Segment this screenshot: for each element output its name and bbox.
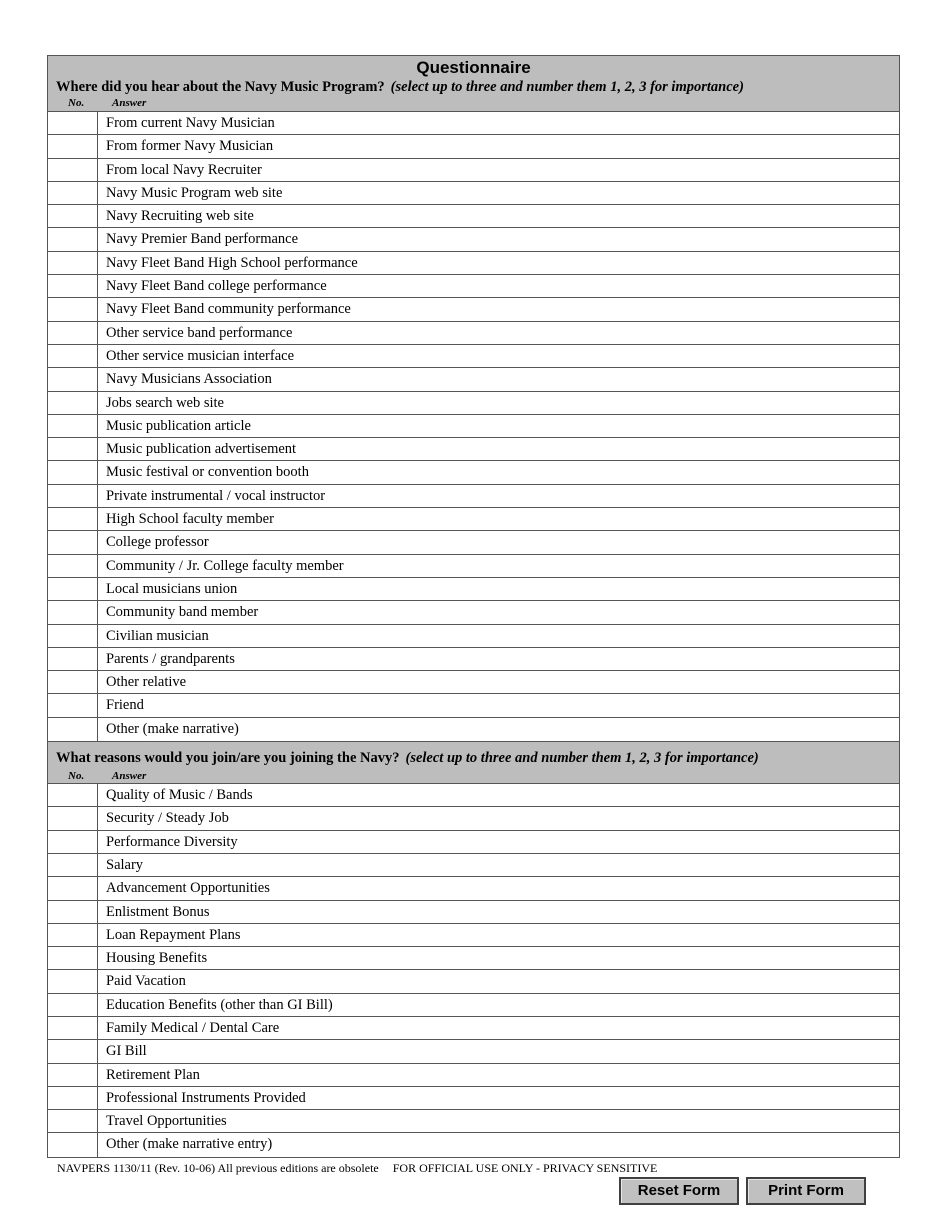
rank-number-field[interactable] — [48, 877, 98, 899]
rank-number-field[interactable] — [48, 205, 98, 227]
table-row — [48, 807, 899, 830]
answer-label: From former Navy Musician — [106, 138, 274, 155]
rank-number-field[interactable] — [48, 648, 98, 670]
answer-label: Navy Fleet Band college performance — [106, 278, 327, 295]
answer-label: Other (make narrative entry) — [106, 1136, 273, 1153]
answer-label: Security / Steady Job — [106, 810, 229, 827]
table-row — [48, 901, 899, 924]
rank-number-field[interactable] — [48, 252, 98, 274]
answer-label: Community band member — [106, 604, 259, 621]
answer-label: Local musicians union — [106, 580, 238, 597]
rank-number-field[interactable] — [48, 461, 98, 483]
section-1-header — [48, 56, 899, 112]
answer-label: Navy Premier Band performance — [106, 231, 299, 248]
answer-label: Travel Opportunities — [106, 1113, 227, 1130]
rank-number-field[interactable] — [48, 854, 98, 876]
section-1-rows — [48, 112, 899, 741]
answer-label: From current Navy Musician — [106, 115, 275, 131]
answer-label: Music publication article — [106, 417, 251, 434]
rank-number-field[interactable] — [48, 807, 98, 829]
answer-label: Family Medical / Dental Care — [106, 1019, 280, 1036]
table-row — [48, 1017, 899, 1040]
rank-number-field[interactable] — [48, 555, 98, 577]
rank-number-field[interactable] — [48, 322, 98, 344]
rank-number-field[interactable] — [48, 578, 98, 600]
table-row — [48, 322, 899, 345]
table-row — [48, 1110, 899, 1133]
rank-number-field[interactable] — [48, 275, 98, 297]
rank-number-field[interactable] — [48, 345, 98, 367]
table-row — [48, 994, 899, 1017]
table-row — [48, 205, 899, 228]
table-row — [48, 648, 899, 671]
table-row — [48, 135, 899, 158]
rank-number-field[interactable] — [48, 368, 98, 390]
answer-label: Friend — [106, 697, 144, 714]
rank-number-field[interactable] — [48, 1040, 98, 1062]
table-row — [48, 228, 899, 251]
table-row — [48, 625, 899, 648]
rank-number-field[interactable] — [48, 901, 98, 923]
answer-label: Education Benefits (other than GI Bill) — [106, 996, 333, 1013]
table-row — [48, 392, 899, 415]
table-row — [48, 601, 899, 624]
footer-privacy-notice: FOR OFFICIAL USE ONLY - PRIVACY SENSITIVE — [392, 1161, 658, 1175]
answer-label: College professor — [106, 534, 209, 551]
table-row — [48, 438, 899, 461]
answer-label: Retirement Plan — [106, 1066, 200, 1083]
rank-number-field[interactable] — [48, 1133, 98, 1156]
rank-number-field[interactable] — [48, 671, 98, 693]
rank-number-field[interactable] — [48, 438, 98, 460]
answer-label: Enlistment Bonus — [106, 903, 210, 920]
answer-label: Jobs search web site — [106, 394, 224, 411]
rank-number-field[interactable] — [48, 228, 98, 250]
answer-label: Private instrumental / vocal instructor — [106, 487, 326, 504]
section-2-rows — [48, 784, 899, 1157]
rank-number-field[interactable] — [48, 415, 98, 437]
table-row — [48, 182, 899, 205]
answer-label: Other (make narrative) — [106, 720, 239, 737]
answer-label: Other service band performance — [106, 324, 293, 341]
answer-label: Professional Instruments Provided — [106, 1089, 306, 1106]
section-2-header — [48, 741, 899, 784]
table-row — [48, 877, 899, 900]
table-row — [48, 784, 899, 807]
table-row — [48, 345, 899, 368]
section-1-instruction: (select up to three and number them 1, 2, 3 for importance) — [390, 79, 744, 95]
table-row — [48, 275, 899, 298]
table-row — [48, 924, 899, 947]
answer-label: Navy Fleet Band High School performance — [106, 254, 358, 271]
section-2-instruction: (select up to three and number them 1, 2, 3 for importance) — [405, 750, 759, 767]
answer-label: GI Bill — [106, 1043, 147, 1060]
rank-number-field[interactable] — [48, 784, 98, 806]
answer-label: Paid Vacation — [106, 973, 186, 990]
table-row — [48, 578, 899, 601]
section-1-question — [56, 79, 744, 96]
rank-number-field[interactable] — [48, 298, 98, 320]
answer-label: Navy Music Program web site — [106, 184, 283, 201]
answer-label: Community / Jr. College faculty member — [106, 557, 344, 574]
table-row — [48, 947, 899, 970]
print-form-button[interactable]: Print Form — [746, 1177, 866, 1205]
rank-number-field[interactable] — [48, 392, 98, 414]
rank-number-field[interactable] — [48, 625, 98, 647]
table-row — [48, 718, 899, 741]
answer-label: Music publication advertisement — [106, 441, 297, 458]
rank-number-field[interactable] — [48, 485, 98, 507]
answer-label: Advancement Opportunities — [106, 880, 270, 897]
table-row — [48, 1087, 899, 1110]
footer — [57, 1161, 657, 1176]
answer-label: From local Navy Recruiter — [106, 161, 262, 178]
reset-form-button[interactable]: Reset Form — [619, 1177, 739, 1205]
rank-number-field[interactable] — [48, 1087, 98, 1109]
rank-number-field[interactable] — [48, 601, 98, 623]
table-row — [48, 368, 899, 391]
table-row — [48, 298, 899, 321]
answer-label: Housing Benefits — [106, 950, 208, 967]
rank-number-field[interactable] — [48, 1064, 98, 1086]
rank-number-field[interactable] — [48, 159, 98, 181]
answer-label: Navy Recruiting web site — [106, 208, 254, 225]
rank-number-field[interactable] — [48, 831, 98, 853]
answer-label: Performance Diversity — [106, 833, 238, 850]
rank-number-field[interactable] — [48, 924, 98, 946]
answer-label: Civilian musician — [106, 627, 209, 644]
table-row — [48, 531, 899, 554]
table-row — [48, 694, 899, 717]
rank-number-field[interactable] — [48, 718, 98, 741]
table-row — [48, 555, 899, 578]
rank-number-field[interactable] — [48, 182, 98, 204]
answer-label: Other relative — [106, 674, 187, 691]
section-1-question-text: Where did you hear about the Navy Music Program? — [56, 79, 385, 95]
section-2-answer-column-label: Answer — [112, 770, 147, 783]
section-1-no-column-label: No. — [68, 97, 85, 109]
section-2-no-column-label: No. — [68, 770, 85, 783]
table-row — [48, 1133, 899, 1156]
answer-label: Music festival or convention booth — [106, 464, 309, 481]
answer-label: Navy Fleet Band community performance — [106, 301, 351, 318]
rank-number-field[interactable] — [48, 947, 98, 969]
rank-number-field[interactable] — [48, 970, 98, 992]
rank-number-field[interactable] — [48, 694, 98, 716]
rank-number-field[interactable] — [48, 508, 98, 530]
table-row — [48, 970, 899, 993]
answer-label: Salary — [106, 856, 144, 873]
table-row — [48, 1064, 899, 1087]
table-row — [48, 508, 899, 531]
section-1-answer-column-label: Answer — [112, 97, 147, 109]
questionnaire-form — [47, 55, 900, 1158]
answer-label: Quality of Music / Bands — [106, 787, 253, 804]
rank-number-field[interactable] — [48, 1110, 98, 1132]
rank-number-field[interactable] — [48, 531, 98, 553]
form-title: Questionnaire — [416, 58, 531, 77]
table-row — [48, 1040, 899, 1063]
table-row — [48, 485, 899, 508]
answer-label: Parents / grandparents — [106, 650, 235, 667]
rank-number-field[interactable] — [48, 1017, 98, 1039]
answer-label: High School faculty member — [106, 511, 274, 528]
footer-form-id: NAVPERS 1130/11 (Rev. 10-06) All previous editions are obsolete — [57, 1161, 379, 1175]
table-row — [48, 854, 899, 877]
table-row — [48, 112, 899, 135]
table-row — [48, 252, 899, 275]
table-row — [48, 415, 899, 438]
table-row — [48, 671, 899, 694]
table-row — [48, 461, 899, 484]
answer-label: Other service musician interface — [106, 347, 295, 364]
answer-label: Loan Repayment Plans — [106, 926, 241, 943]
table-row — [48, 831, 899, 854]
table-row — [48, 159, 899, 182]
rank-number-field[interactable] — [48, 994, 98, 1016]
section-2-question-text: What reasons would you join/are you joining the Navy? — [56, 750, 400, 767]
rank-number-field[interactable] — [48, 135, 98, 157]
answer-label: Navy Musicians Association — [106, 371, 272, 388]
section-2-question — [56, 750, 759, 767]
rank-number-field[interactable] — [48, 112, 98, 134]
